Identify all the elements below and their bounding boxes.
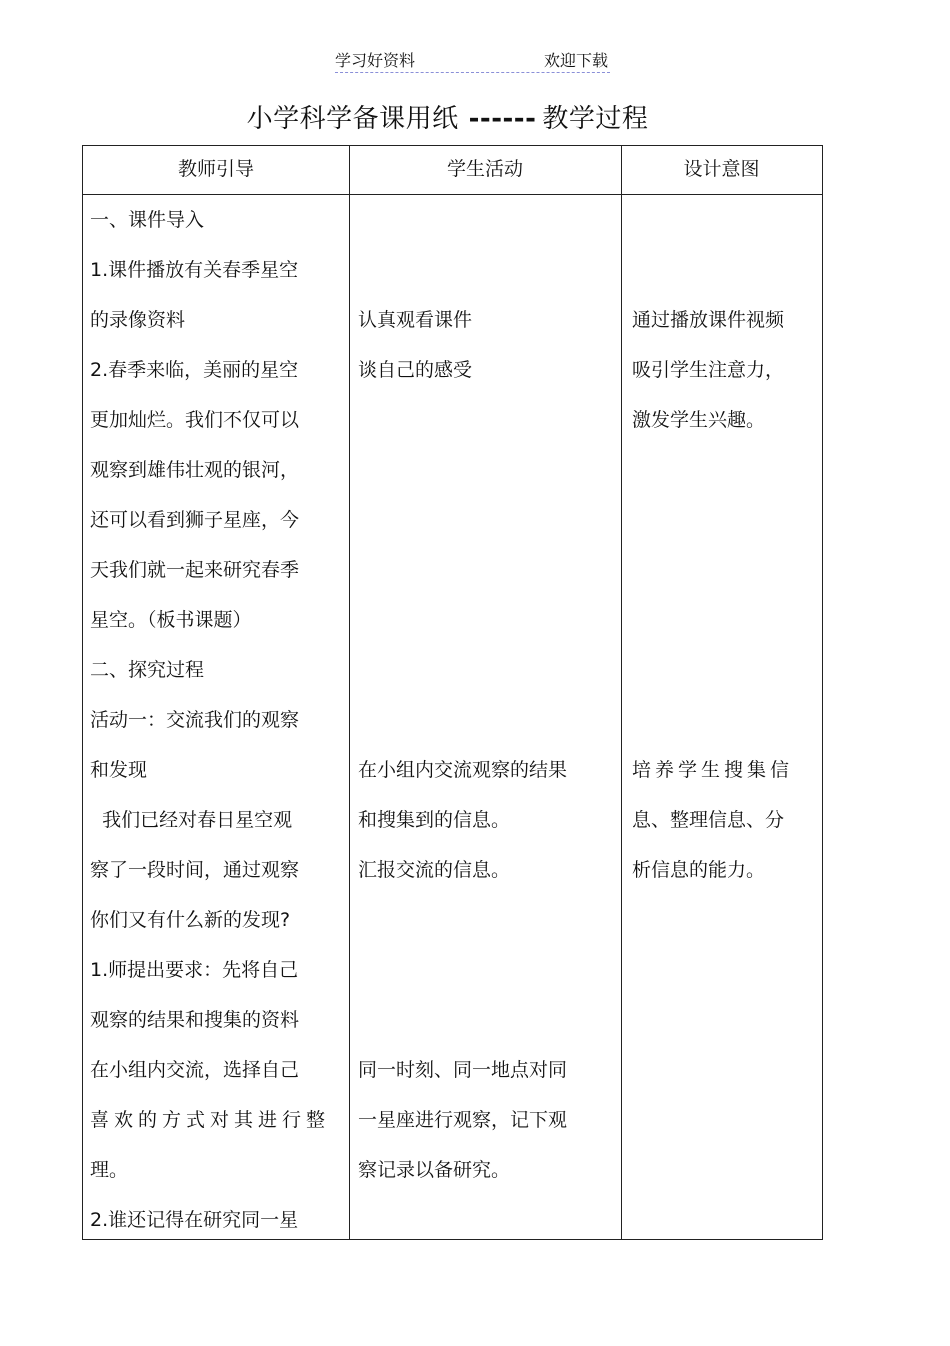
table-divider-1 [349,146,350,1239]
teacher-line: 还可以看到狮子星座，今 [90,509,300,531]
teacher-line: 和发现 [90,759,148,781]
student-line: 同一时刻、同一地点对同 [358,1059,568,1081]
teacher-line: 观察的结果和搜集的资料 [90,1009,300,1031]
teacher-line: 活动一：交流我们的观察 [90,709,300,731]
design-column [632,295,814,895]
teacher-column [90,195,340,1245]
teacher-line: 星空。（板书课题） [90,609,252,631]
student-line: 认真观看课件 [358,309,473,331]
header-teacher: 教师引导 [177,158,254,180]
student-line: 和搜集到的信息。 [358,809,511,831]
student-line: 一星座进行观察，记下观 [358,1109,568,1131]
design-line: 息、整理信息、分 [632,809,785,831]
design-line: 析信息的能力。 [632,859,766,881]
design-line: 培养学生搜集信 [632,759,794,781]
student-line: 察记录以备研究。 [358,1159,511,1181]
teacher-line: 2.春季来临，美丽的星空 [90,359,299,381]
teacher-line: 的录像资料 [90,309,186,331]
teacher-line: 一、课件导入 [90,209,205,231]
teacher-line: 二、探究过程 [90,659,205,681]
teacher-line: 更加灿烂。我们不仅可以 [90,409,300,431]
teacher-line: 观察到雄伟壮观的银河， [90,459,300,481]
teacher-line: 天我们就一起来研究春季 [90,559,300,581]
student-column [358,295,613,1195]
student-line: 汇报交流的信息。 [358,859,511,881]
teacher-line: 1.师提出要求：先将自己 [90,959,299,981]
table-divider-2 [621,146,622,1239]
header-design: 设计意图 [683,158,760,180]
title-sub: 教学过程 [542,104,649,134]
title-main: 小学科学备课用纸 [246,104,459,134]
student-line: 谈自己的感受 [358,359,473,381]
teacher-line: 喜欢的方式对其进行整 [90,1109,331,1131]
header-student: 学生活动 [446,158,523,180]
header-left-text: 学习好资料 [335,51,416,70]
teacher-line: 在小组内交流，选择自己 [90,1059,300,1081]
design-line: 激发学生兴趣。 [632,409,766,431]
student-line: 在小组内交流观察的结果 [358,759,568,781]
design-line: 通过播放课件视频 [632,309,785,331]
page-header [335,46,610,73]
header-right-text: 欢迎下载 [543,51,608,70]
page-title [0,98,895,135]
teacher-line: 2.谁还记得在研究同一星 [90,1209,299,1231]
title-dashes: ------ [468,104,537,134]
teacher-line: 你们又有什么新的发现? [90,909,291,931]
teacher-line: 理。 [90,1159,129,1181]
teacher-line: 察了一段时间，通过观察 [90,859,300,881]
teacher-line: 我们已经对春日星空观 [90,809,293,831]
design-line: 吸引学生注意力， [632,359,785,381]
teacher-line: 1.课件播放有关春季星空 [90,259,299,281]
